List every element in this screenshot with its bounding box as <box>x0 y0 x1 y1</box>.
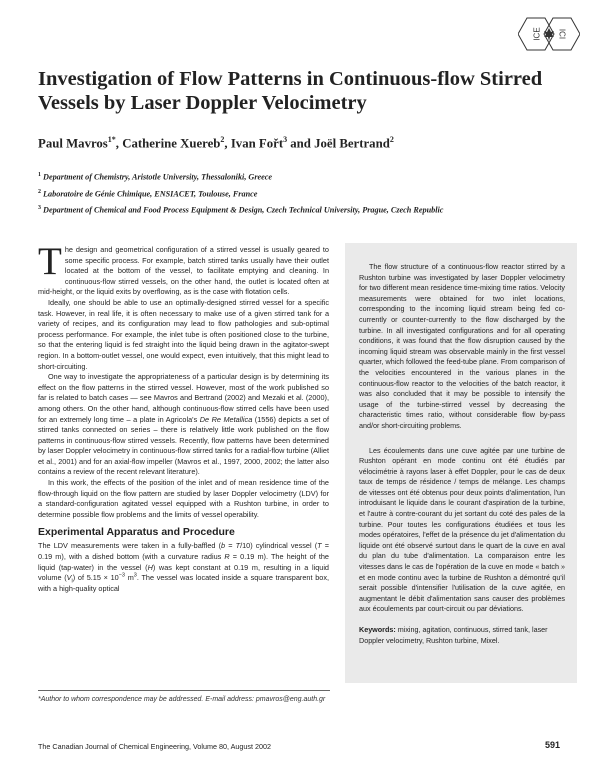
text: = 0.19 m), with a dished bottom (with a curvature radius <box>38 541 330 562</box>
body-paragraph: In this work, the effects of the position of the inlet and of mean residence time of the flow-through liquid on the flow pattern are studied by laser Doppler velocimetry (LDV) for a standard-configuration agitated vessel equipped with a Rushton turbine, in order to determine possible flow problems and the limits of vessel operability. <box>38 478 329 519</box>
text: = 0.19 m). The height of the liquid (tap-water) in the vessel ( <box>38 552 329 572</box>
author-affiliation-mark: 3 <box>283 135 288 144</box>
author-affiliation-mark: 2 <box>220 135 225 144</box>
abstract-content <box>359 262 565 646</box>
abstract-box <box>345 243 577 683</box>
author-name: Ivan Fořt <box>230 136 284 151</box>
symbol: T <box>235 541 241 551</box>
affiliation-list <box>38 168 568 218</box>
body-paragraph: Ideally, one should be able to use an optimally-designed stirred vessel for a specific task. However, in real life, it is often necessary to make use of a given stirred tank for a variety of recipes, and its configuration may lead to flow pathologies and sub-optimal process performance. For example, the inlet tube is often positioned close to the turbine, so that the entering liquid is fed straight into the liquid being drawn in the agitator-swept region. In a bottom-outlet vessel, one would expect, even intuitively, that this might lead to short-circuiting. <box>38 297 329 371</box>
author-list <box>38 135 558 151</box>
affiliation-number: 1 <box>38 172 41 178</box>
page-number: 591 <box>545 740 561 750</box>
abstract-english: The flow structure of a continuous-flow reactor stirred by a Rushton turbine was investigated by laser Doppler velocimetry for two different mean residence time-mixing time ratios. Velocity measurements were obtained for two inlet locations, corresponding to the incoming liquid stream being fed co-currently or counter-currently to the flow discharged by the turbine. In all investigated configurations and for all operating conditions, it was found that the flow disruption caused by the incoming liquid stream was observable mainly in the first vessel quarter, which followed the feed-tube plane. From comparison of the velocities encountered in the various planes in the continuous-flow reactor to the velocities of the batch reactor, it was also concluded that it may be possible to intensify the usage of the turbine-stirred vessel by decreasing the characteristic times ratio, without considerable flow by-pass and/or short-circuiting problems. <box>359 262 565 430</box>
logo-letters-right: ICI <box>557 28 567 40</box>
symbol: R <box>224 552 230 562</box>
author-separator: and <box>287 136 315 151</box>
author-separator: , <box>115 136 123 151</box>
journal-logo <box>518 13 580 55</box>
logo-letters-left: ICE <box>532 27 542 41</box>
body-paragraph <box>38 541 329 594</box>
author-separator: , <box>224 136 231 151</box>
affiliation <box>38 201 568 218</box>
author-affiliation-mark: 2 <box>389 135 394 144</box>
abstract-french: Les écoulements dans une cuve agitée par une turbine de Rushton opérant en mode continu ont été étudiés par vélocimétrie à rayons laser à effet Doppler, pour le cas de deux taux de temps de résidence / temps de mélange. Les champs de vitesses ont été obtenus pour deux points d'alimentation, l'un introduisant le liquide dans le courant d'aspiration de la turbine, et l'autre à contre-courant du jet sortant du coté des pales de la turbine. Pour toutes les configurations étudiées et tous les modes opératoires, l'effet de la présence du jet d'alimentation du liquide ont été observé surtout dans le quart de la cuve en aval du plan du tube d'alimentation. La comparaison entre les vitesses dans le cas de l'opération de la cuve en mode « batch » et en mode continu avec la turbine de Rushton a démontré qu'il serait possible d'intensifier l'utilisation de la cuve agitée, en augmentant le débit d'alimentation sans causer des problèmes aux écoulements par court-circuit ou par déviations. <box>359 445 565 614</box>
superscript: −3 <box>118 572 125 579</box>
text: The LDV measurements were taken in a fully-baffled ( <box>38 541 222 551</box>
text: ) was kept constant at 0.19 m, resulting in a liquid volume ( <box>38 562 329 583</box>
section-heading: Experimental Apparatus and Procedure <box>38 526 235 539</box>
keywords <box>359 625 565 646</box>
journal-footer: The Canadian Journal of Chemical Engineering, Volume 80, August 2002 <box>38 742 271 751</box>
footnote-divider <box>38 690 330 691</box>
keywords-label: Keywords: <box>359 625 396 634</box>
symbol: b <box>221 541 226 551</box>
affiliation <box>38 168 568 185</box>
body-column <box>38 240 330 594</box>
author-name: Joël Bertrand <box>314 136 390 151</box>
author-name: Catherine Xuereb <box>122 136 221 151</box>
symbol: H <box>147 562 153 572</box>
paper-title: Investigation of Flow Patterns in Continuous-flow Stirred Vessels by Laser Doppler Velocimetry <box>38 68 543 114</box>
affiliation-number: 3 <box>38 205 41 212</box>
affiliation-text: Laboratoire de Génie Chimique, ENSIACET, Toulouse, France <box>43 189 258 199</box>
affiliation-number: 2 <box>38 188 41 195</box>
symbol: V <box>66 573 72 583</box>
text: /10) cylindrical vessel ( <box>240 541 318 551</box>
correspondence-footnote: *Author to whom correspondence may be addressed. E-mail address: pmavros@eng.auth.gr <box>38 696 326 703</box>
affiliation-text: Department of Chemical and Food Process Equipment & Design, Czech Technical University, Prague, Czech Republic <box>43 206 444 216</box>
body-paragraph <box>38 372 329 478</box>
paragraph-text: he design and geometrical configuration of a stirred vessel is usually geared to some specific process. For example, batch stirred tanks usually have their outlet located at the bottom of the vessel, to facilitate emptying and cleaning. In continuous-flow stirred vessels, on the other hand, the outlet is located often at mid-height, or the liquid exits by overflowing, as is the case with flotation cells. <box>38 245 329 297</box>
affiliation <box>38 185 568 202</box>
subscript: l <box>71 578 73 585</box>
keywords-text: mixing, agitation, continuous, stirred tank, laser Doppler velocimetry, Rushton turbine, Mixel. <box>359 625 548 645</box>
paragraph-text: One way to investigate the appropriateness of a particular design is by determining its effect on the flow patterns in the stirred vessel. However, most of the work published so far is related to batch cases — see Mavros and Bertrand (2002) and Mezaki et al. (2000), among others. On the other hand, although continuous-flow stirred cells have been used for an extremely long time – a plate in Agricola's <box>38 372 329 424</box>
body-paragraph <box>38 240 329 298</box>
text: m <box>124 573 134 583</box>
superscript: 3 <box>133 572 137 579</box>
symbol: T <box>317 541 322 551</box>
author-affiliation-mark: 1* <box>107 135 116 144</box>
book-title: De Re Metallica <box>199 414 253 424</box>
text: . The vessel was located inside a square transparent box, with a high-quality optical <box>38 573 329 593</box>
paragraph-text: (1556) depicts a set of stirred tanks connected on series – there is relatively little work published on the flow patterns in continuous-flow stirred vessels. Recently, flow patterns have been determined by laser Doppler velocimetry in continuous-flow stirred tanks for a radial-flow turbine (Alliet et al., 2001) and for an axial-flow impeller (Mavros et al., 1997, 2000, 2002; the latter also contains a review of the recent relevant literature). <box>38 414 329 477</box>
text: ) of 5.15 × 10 <box>72 573 119 583</box>
drop-cap: T <box>38 240 62 283</box>
affiliation-text: Department of Chemistry, Aristotle University, Thessaloniki, Greece <box>43 172 273 182</box>
author-name: Paul Mavros <box>38 136 108 151</box>
text: = <box>225 541 236 551</box>
